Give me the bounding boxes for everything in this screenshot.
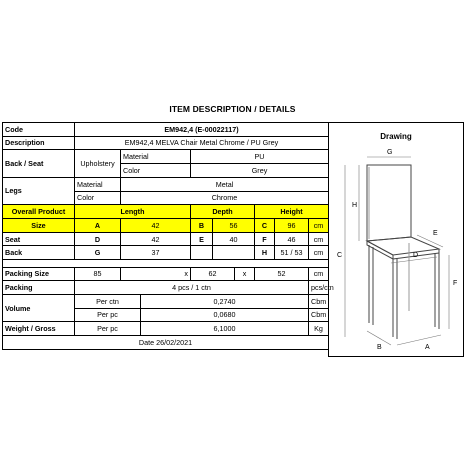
date-text: Date 26/02/2021 — [3, 336, 329, 350]
volume-pc-sub: Per pc — [75, 308, 141, 322]
back-seat-color: Grey — [191, 164, 329, 178]
dim-label-b: B — [377, 344, 382, 351]
packing-size-label: Packing Size — [3, 267, 75, 281]
dim-b-value: 56 — [213, 219, 255, 233]
drawing-cell — [329, 123, 464, 357]
dim-c-value: 96 — [275, 219, 309, 233]
back-seat-color-label: Color — [121, 164, 191, 178]
dim-b-letter: B — [191, 219, 213, 233]
dim-g-letter: G — [75, 246, 121, 260]
dim-d-letter: D — [75, 232, 121, 246]
dim-label-d: D — [413, 252, 419, 259]
dim-g-value: 37 — [121, 246, 191, 260]
packing-value: 4 pcs / 1 ctn — [75, 281, 309, 295]
dim-label-f: F — [453, 280, 458, 287]
back-seat-material-label: Material — [121, 150, 191, 164]
dim-label-h: H — [352, 202, 358, 209]
legs-material-label: Material — [75, 177, 121, 191]
seat-edge — [367, 241, 393, 259]
depth-label: Depth — [191, 205, 255, 219]
description-label: Description — [3, 136, 75, 150]
length-label: Length — [75, 205, 191, 219]
dim-label-e: E — [433, 230, 438, 237]
height-label: Height — [255, 205, 329, 219]
dim-h-value: 51 / 53 — [275, 246, 309, 260]
back-seat-label: Back / Seat — [3, 150, 75, 177]
dim-c-letter: C — [255, 219, 275, 233]
spec-table — [2, 122, 464, 357]
dim-back-empty-letter — [191, 246, 213, 260]
weight-label: Weight / Gross — [3, 322, 75, 336]
legs-color-label: Color — [75, 191, 121, 205]
code-value: EM942,4 (E-00022117) — [75, 123, 329, 137]
volume-pc-unit: Cbm — [309, 308, 329, 322]
dim-size-unit: cm — [309, 219, 329, 233]
packing-size-x2: x — [235, 267, 255, 281]
size-label: Size — [3, 219, 75, 233]
packing-size-width: 62 — [191, 267, 235, 281]
overall-product-label: Overall Product — [3, 205, 75, 219]
seat-label: Seat — [3, 232, 75, 246]
legs-material: Metal — [121, 177, 329, 191]
code-label: Code — [3, 123, 75, 137]
dim-f-value: 46 — [275, 232, 309, 246]
dim-f-letter: F — [255, 232, 275, 246]
dim-seat-unit: cm — [309, 232, 329, 246]
backrest-shape — [367, 165, 411, 241]
weight-value: 6,1000 — [141, 322, 309, 336]
code-row — [3, 123, 464, 137]
legs-label: Legs — [3, 177, 75, 204]
description-value: EM942,4 MELVA Chair Metal Chrome / PU Grey — [75, 136, 329, 150]
packing-size-unit: cm — [309, 267, 329, 281]
volume-ctn-unit: Cbm — [309, 295, 329, 309]
packing-size-x1: x — [121, 267, 191, 281]
legs-color: Chrome — [121, 191, 329, 205]
dim-a-letter: A — [75, 219, 121, 233]
dim-e-letter: E — [191, 232, 213, 246]
weight-sub: Per pc — [75, 322, 141, 336]
dim-back-unit: cm — [309, 246, 329, 260]
back-seat-sub: Upholstery — [75, 150, 121, 177]
volume-label: Volume — [3, 295, 75, 322]
seat-shape — [367, 237, 439, 255]
volume-ctn-sub: Per ctn — [75, 295, 141, 309]
volume-ctn-value: 0,2740 — [141, 295, 309, 309]
dim-label-g: G — [387, 149, 393, 156]
dim-back-empty-value — [213, 246, 255, 260]
packing-label: Packing — [3, 281, 75, 295]
packing-unit: pcs/ctn — [309, 281, 329, 295]
packing-size-length: 85 — [75, 267, 121, 281]
back-seat-material: PU — [191, 150, 329, 164]
packing-size-height: 52 — [255, 267, 309, 281]
back-label: Back — [3, 246, 75, 260]
volume-pc-value: 0,0680 — [141, 308, 309, 322]
drawing-title: Drawing — [380, 132, 412, 141]
dim-label-c: C — [337, 252, 343, 259]
page-title: ITEM DESCRIPTION / DETAILS — [169, 104, 296, 114]
dim-a-value: 42 — [121, 219, 191, 233]
weight-unit: Kg — [309, 322, 329, 336]
chair-drawing — [329, 145, 462, 350]
dim-h-letter: H — [255, 246, 275, 260]
dim-d-value: 42 — [121, 232, 191, 246]
dim-label-a: A — [425, 344, 430, 351]
dim-e-value: 40 — [213, 232, 255, 246]
